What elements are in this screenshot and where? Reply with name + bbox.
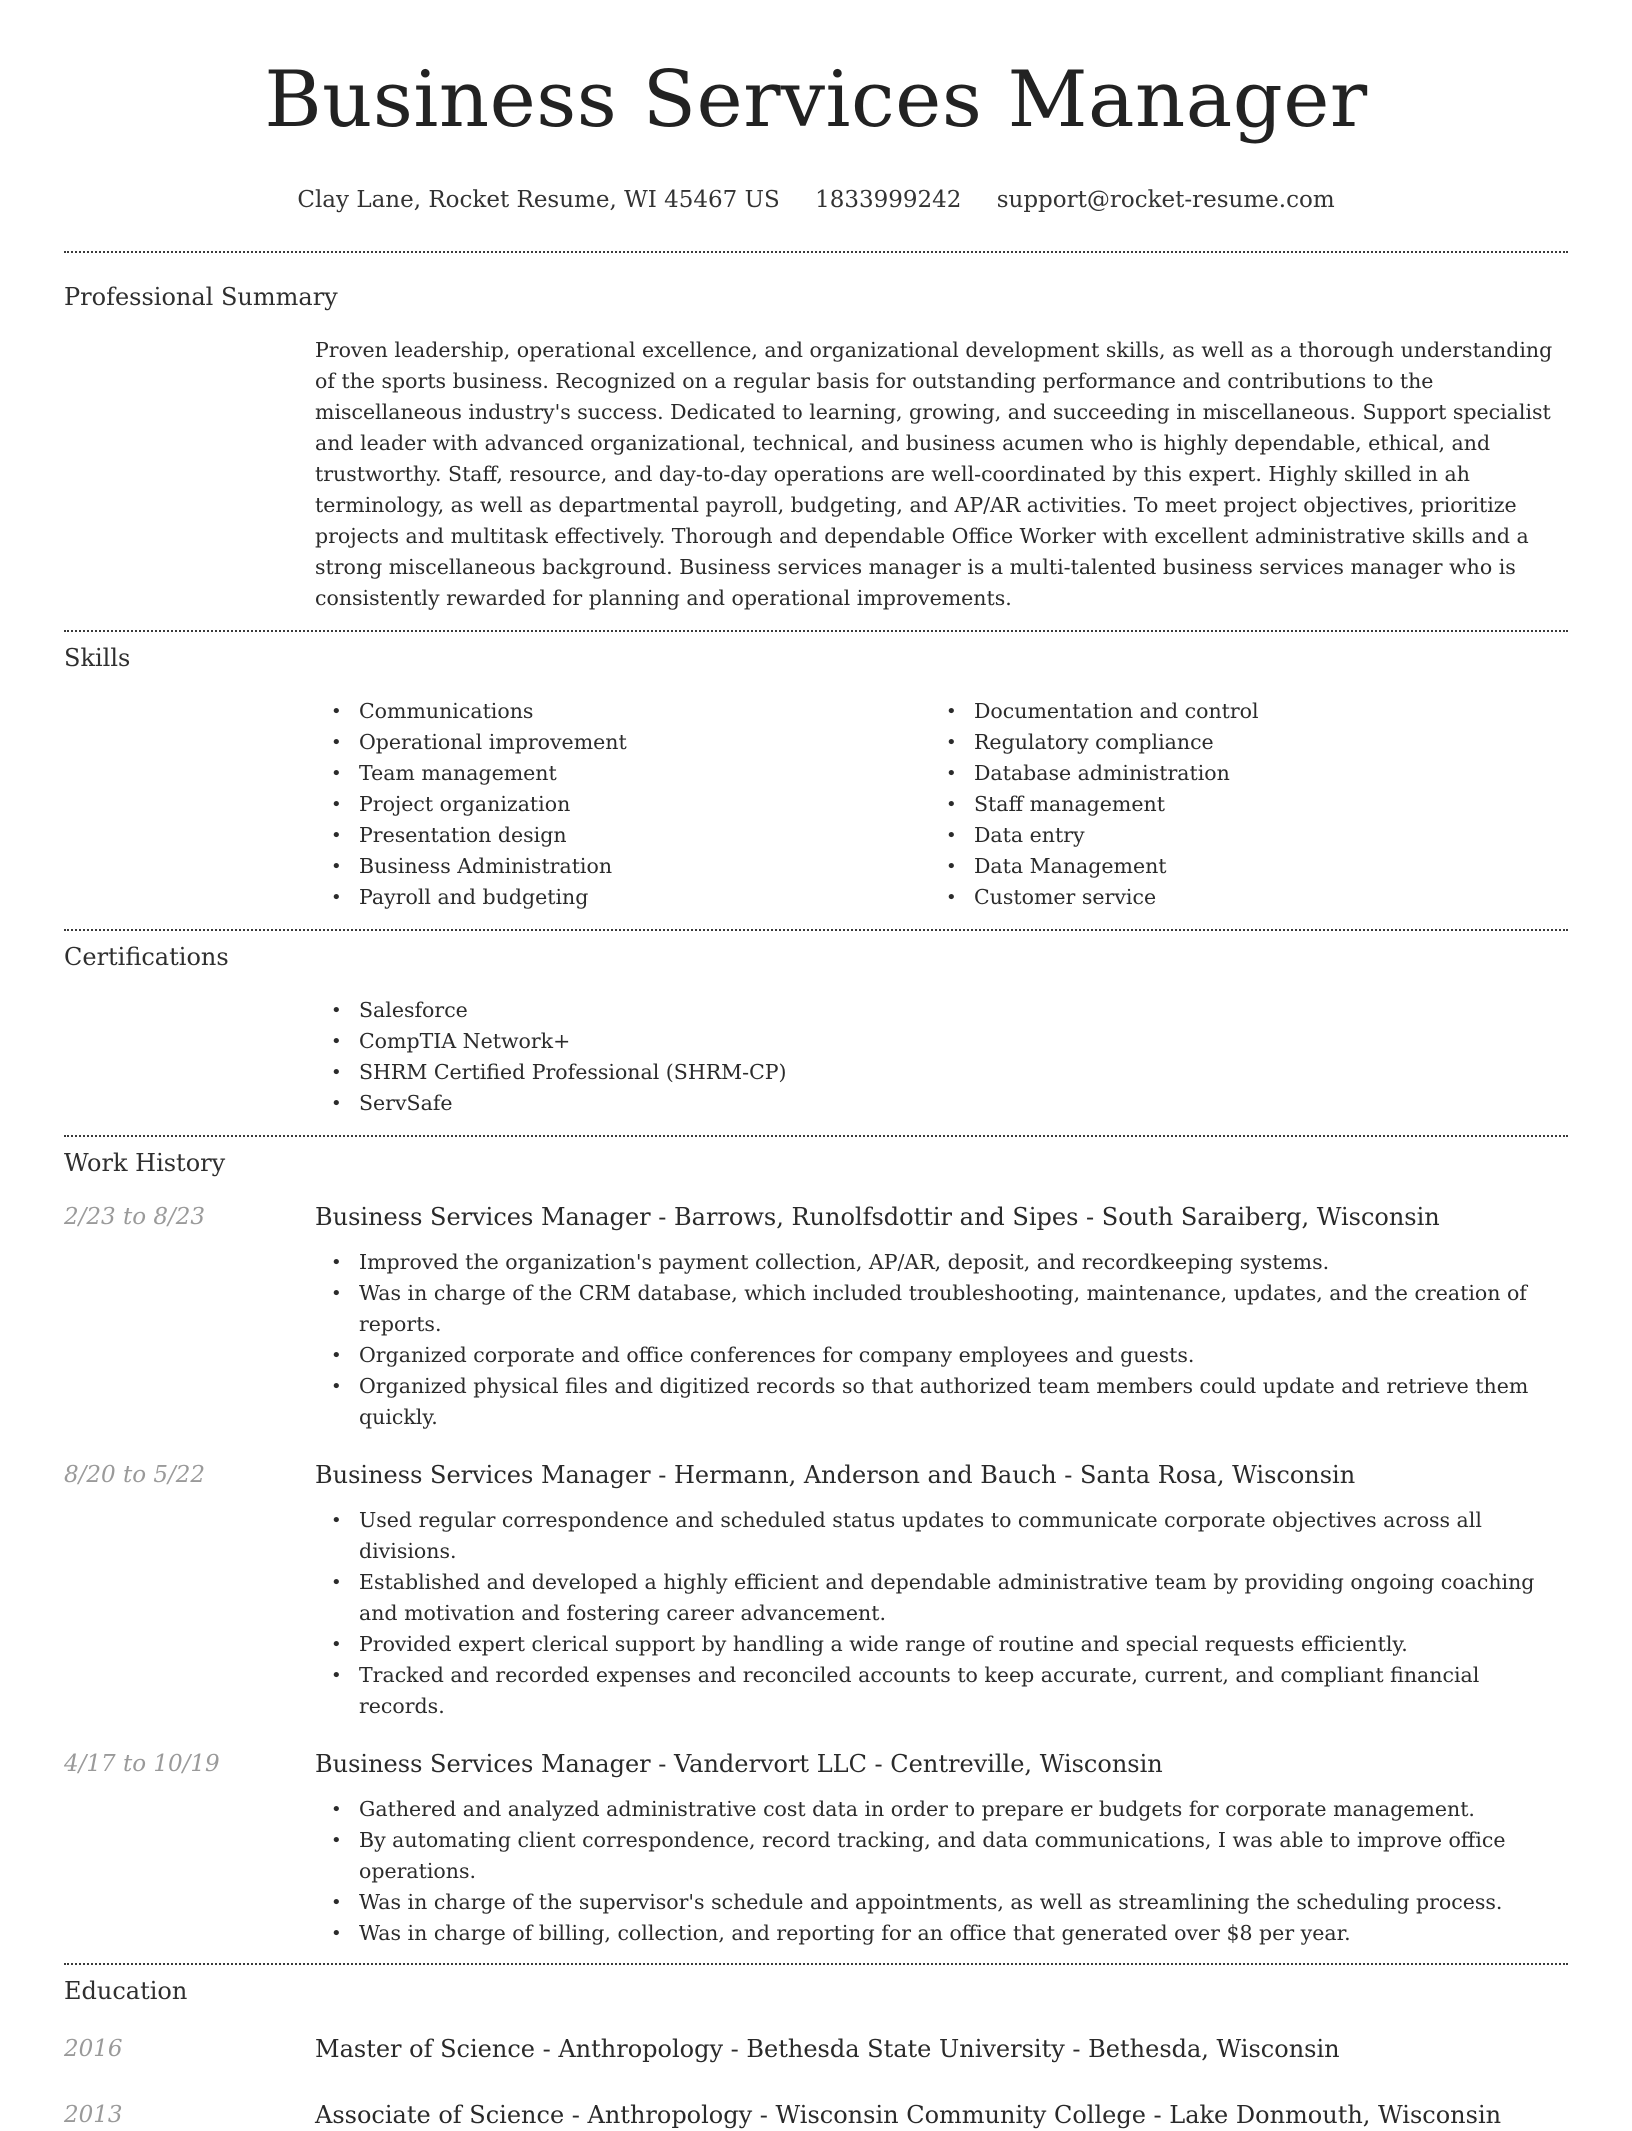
list-item: • Was in charge of billing, collection, and reporting for an office that generated over $8 per year. <box>315 1918 1568 1949</box>
resume-page <box>64 0 1568 2129</box>
list-item: • SHRM Certified Professional (SHRM-CP) <box>315 1057 1568 1088</box>
list-item: • Gathered and analyzed administrative cost data in order to prepare er budgets for corporate management. <box>315 1794 1568 1825</box>
contact-phone: 1833999242 <box>815 187 962 213</box>
job-bullets <box>315 1505 1568 1722</box>
list-item: • Database administration <box>930 758 1545 789</box>
list-item: • ServSafe <box>315 1088 1568 1119</box>
candidate-name: Business Services Manager <box>264 55 1368 145</box>
job-dates: 8/20 to 5/22 <box>64 1462 206 1488</box>
list-item: • Documentation and control <box>930 696 1545 727</box>
list-item: • Operational improvement <box>315 727 930 758</box>
skills-column-right <box>930 696 1545 913</box>
education-heading: Education <box>64 1977 188 2005</box>
list-item: • CompTIA Network+ <box>315 1026 1568 1057</box>
certifications-heading: Certifications <box>64 943 229 971</box>
resume-header <box>64 0 1568 215</box>
education-degree: Master of Science - Anthropology - Bethesda State University - Bethesda, Wisconsin <box>315 2035 1340 2063</box>
list-item: • Organized corporate and office conferences for company employees and guests. <box>315 1340 1568 1371</box>
job-title: Business Services Manager - Barrows, Runolfsdottir and Sipes - South Saraiberg, Wisconsin <box>315 1203 1440 1231</box>
list-item: • By automating client correspondence, record tracking, and data communications, I was able to improve office operations. <box>315 1825 1568 1887</box>
education-date: 2016 <box>64 2036 123 2062</box>
education-entry <box>64 2099 1568 2131</box>
list-item: • Payroll and budgeting <box>315 882 930 913</box>
skills-section <box>64 632 1568 929</box>
list-item: • Was in charge of the CRM database, which included troubleshooting, maintenance, updates, and the creation of reports. <box>315 1278 1568 1340</box>
job-title: Business Services Manager - Vandervort LLC - Centreville, Wisconsin <box>315 1750 1163 1778</box>
list-item: • Presentation design <box>315 820 930 851</box>
job-details <box>315 1459 1568 1722</box>
job-list <box>64 1201 1568 1963</box>
job-dates: 4/17 to 10/19 <box>64 1751 220 1777</box>
skills-column-left <box>315 696 930 913</box>
list-item: • Team management <box>315 758 930 789</box>
list-item: • Provided expert clerical support by handling a wide range of routine and special requests efficiently. <box>315 1629 1568 1660</box>
list-item: • Was in charge of the supervisor's schedule and appointments, as well as streamlining the scheduling process. <box>315 1887 1568 1918</box>
education-list <box>64 2033 1568 2131</box>
summary-section <box>64 253 1568 630</box>
list-item: • Data Management <box>930 851 1545 882</box>
work-history-heading: Work History <box>64 1149 226 1177</box>
job-entry <box>64 1459 1568 1722</box>
education-section <box>64 1965 1568 2131</box>
list-item: • Staff management <box>930 789 1545 820</box>
list-item: • Customer service <box>930 882 1545 913</box>
list-item: • Salesforce <box>315 995 1568 1026</box>
summary-text: Proven leadership, operational excellence, and organizational development skills, as well as a thorough understanding of the sports business. Recognized on a regular basis for outstanding performance and contributions to the miscellaneous industry's success. Dedicated to learning, growing, and succeeding in miscellaneous. Support specialist and leader with advanced organizational, technical, and business acumen who is highly dependable, ethical, and trustworthy. Staff, resource, and day-to-day operations are well-coordinated by this expert. Highly skilled in ah terminology, as well as departmental payroll, budgeting, and AP/AR activities. To meet project objectives, prioritize projects and multitask effectively. Thorough and dependable Office Worker with excellent administrative skills and a strong miscellaneous background. Business services manager is a multi-talented business services manager who is consistently rewarded for planning and operational improvements. <box>315 338 1553 610</box>
job-bullets <box>315 1247 1568 1433</box>
education-degree: Associate of Science - Anthropology - Wisconsin Community College - Lake Donmouth, Wisconsin <box>315 2101 1502 2129</box>
list-item: • Project organization <box>315 789 930 820</box>
job-details <box>315 1201 1568 1433</box>
summary-heading: Professional Summary <box>64 283 338 311</box>
certifications-section <box>64 931 1568 1135</box>
list-item: • Used regular correspondence and scheduled status updates to communicate corporate objectives across all divisions. <box>315 1505 1568 1567</box>
education-date: 2013 <box>64 2102 123 2128</box>
contact-line <box>64 185 1568 215</box>
education-entry <box>64 2033 1568 2065</box>
work-history-section <box>64 1137 1568 1963</box>
list-item: • Communications <box>315 696 930 727</box>
contact-address: Clay Lane, Rocket Resume, WI 45467 US <box>297 187 780 213</box>
contact-email[interactable]: support@rocket-resume.com <box>996 187 1335 213</box>
list-item: • Regulatory compliance <box>930 727 1545 758</box>
job-dates: 2/23 to 8/23 <box>64 1204 206 1230</box>
job-entry <box>64 1201 1568 1433</box>
list-item: • Improved the organization's payment collection, AP/AR, deposit, and recordkeeping systems. <box>315 1247 1568 1278</box>
list-item: • Organized physical files and digitized records so that authorized team members could update and retrieve them quickly. <box>315 1371 1568 1433</box>
job-details <box>315 1748 1568 1949</box>
list-item: • Data entry <box>930 820 1545 851</box>
job-bullets <box>315 1794 1568 1949</box>
skills-heading: Skills <box>64 644 131 672</box>
list-item: • Established and developed a highly efficient and dependable administrative team by providing ongoing coaching and motivation and fostering career advancement. <box>315 1567 1568 1629</box>
job-entry <box>64 1748 1568 1949</box>
certifications-list <box>315 995 1568 1135</box>
list-item: • Tracked and recorded expenses and reconciled accounts to keep accurate, current, and compliant financial records. <box>315 1660 1568 1722</box>
list-item: • Business Administration <box>315 851 930 882</box>
job-title: Business Services Manager - Hermann, Anderson and Bauch - Santa Rosa, Wisconsin <box>315 1461 1356 1489</box>
skills-list <box>315 696 1568 929</box>
